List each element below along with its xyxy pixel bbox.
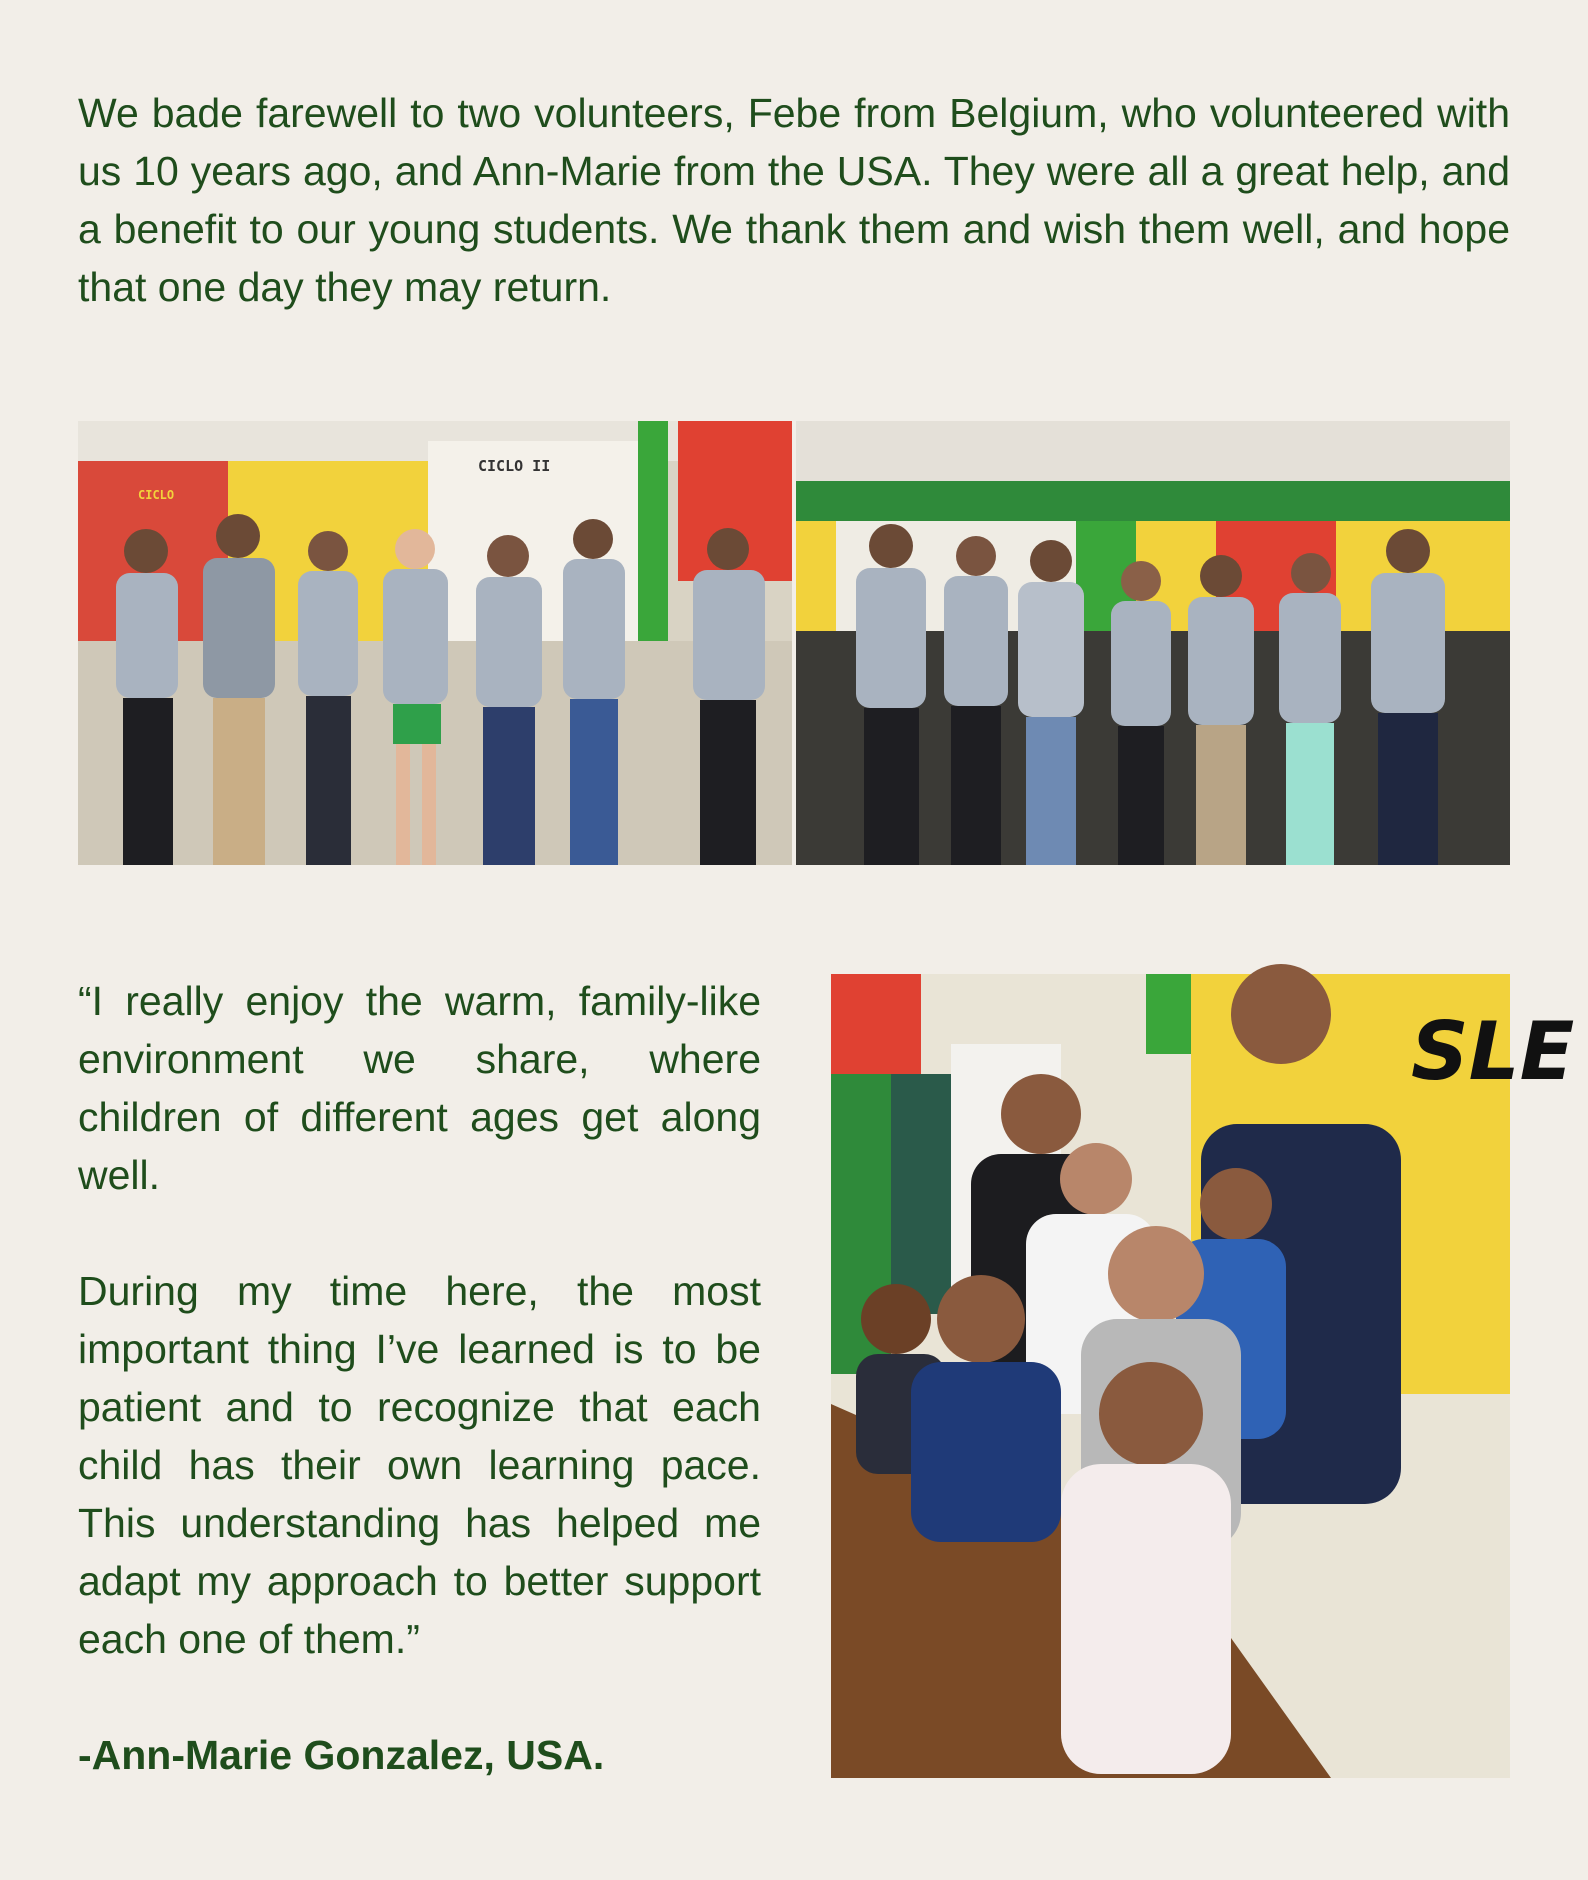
wall-letters-text: SLE <box>1411 1005 1575 1098</box>
testimonial-paragraph-1: “I really enjoy the warm, family-like environment we share, where children of different ages get along well. <box>78 978 761 1198</box>
testimonial-signature: -Ann-Marie Gonzalez, USA. <box>78 1732 605 1778</box>
group-photo-left <box>78 421 792 865</box>
group-photo-strip <box>78 421 1510 865</box>
testimonial-paragraph-2: During my time here, the most important thing I’ve learned is to be patient and to recognize that each child has their own learning pace. This understanding has helped me adapt my approach to better support each one of them.” <box>78 1268 761 1662</box>
group-photo-right <box>796 421 1510 865</box>
intro-paragraph: We bade farewell to two volunteers, Febe from Belgium, who volunteered with us 10 years ago, and Ann-Marie from the USA. They were all a great help, and a benefit to our young students. We thank them and wish them well, and hope that one day they may return. <box>78 90 1510 310</box>
volunteer-testimonial <box>78 972 761 1842</box>
wall-sign-text: CICLO II <box>478 457 551 475</box>
wall-label-text: CICLO <box>138 488 175 502</box>
children-photo <box>831 974 1575 1778</box>
